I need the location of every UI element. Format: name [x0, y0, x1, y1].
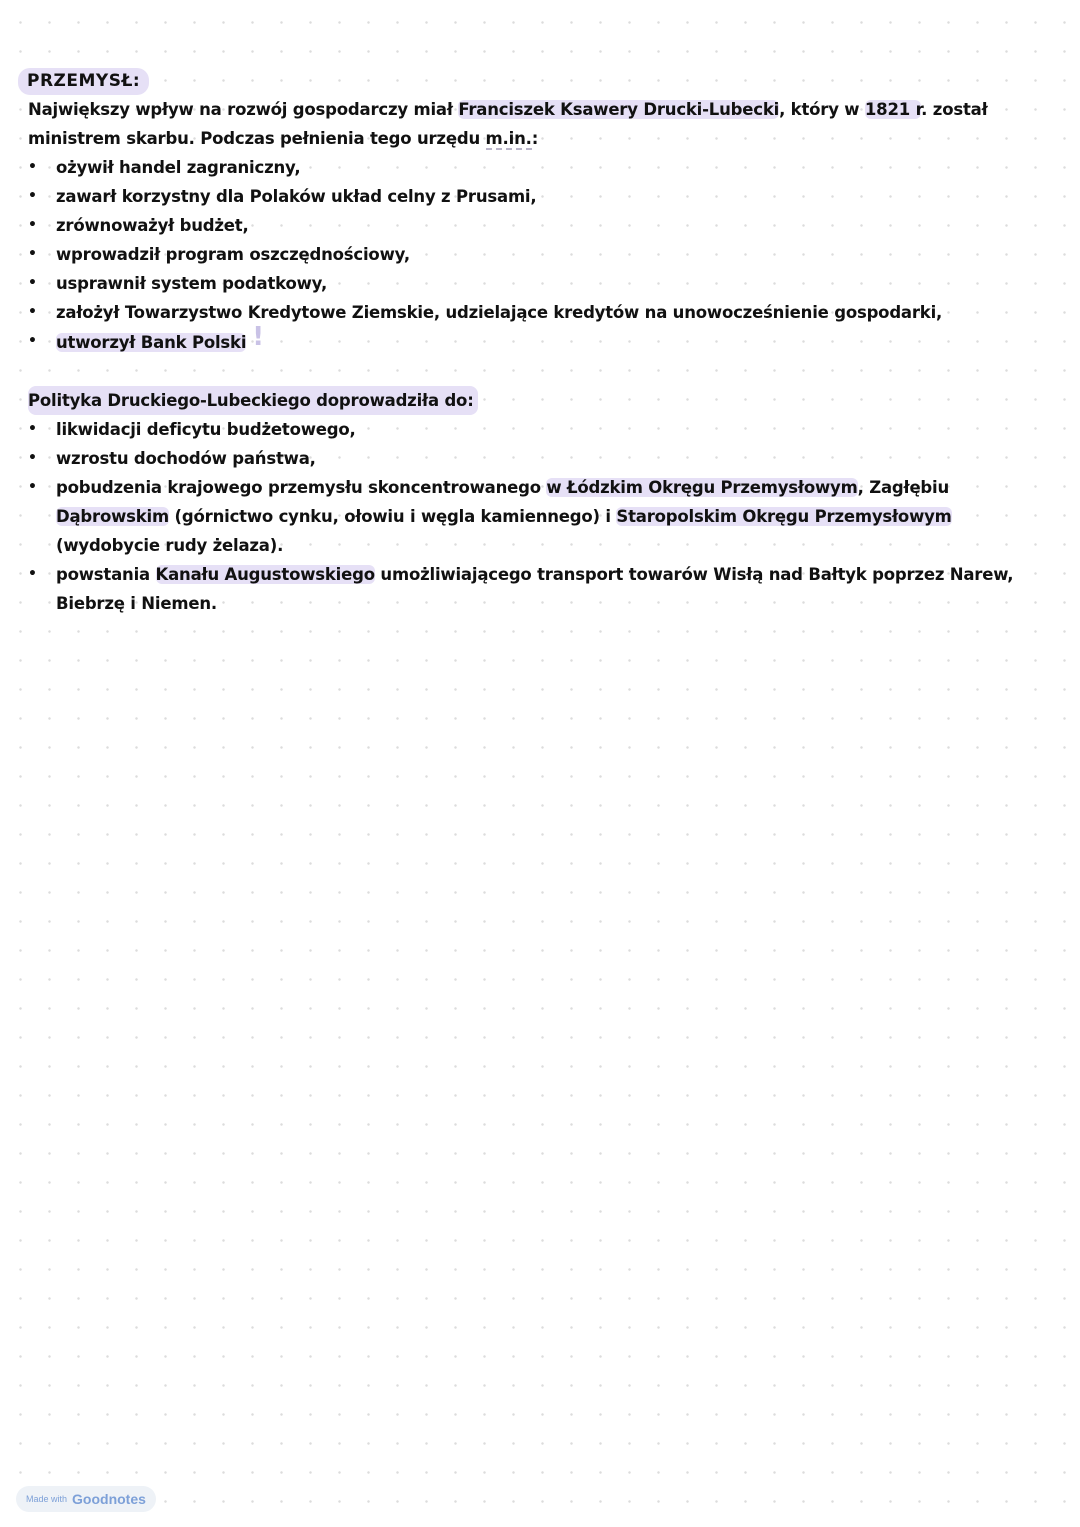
policy-intro-highlight: Polityka Druckiego-Lubeckiego doprowadziła do: [28, 386, 478, 415]
spacer [28, 357, 1048, 386]
brand-label: Goodnotes [72, 1491, 146, 1507]
dabrowa-highlight: Dąbrowskim [56, 507, 170, 526]
made-with-label: Made with [26, 1494, 68, 1504]
staropolski-district-highlight: Staropolskim Okręgu Przemysłowym [616, 507, 952, 526]
intro-text-3: . został ministrem skarbu. Podczas pełnienia tego urzędu [28, 100, 988, 148]
list-item: • zrównoważył budżet, [28, 211, 1048, 240]
list-item: • wzrostu dochodów państwa, [28, 444, 1048, 473]
goodnotes-badge [16, 1486, 156, 1512]
intro-text-2: , który w [779, 100, 865, 119]
intro-text-4: : [531, 129, 539, 148]
result-text: (wydobycie rudy żelaza). [56, 536, 284, 555]
result-text: pobudzenia krajowego przemysłu skoncentrowanego [56, 478, 547, 497]
canal-highlight: Kanału Augustowskiego [155, 565, 375, 584]
abbreviation-underlined: m.in. [485, 129, 532, 148]
list-item: • zawarł korzystny dla Polaków układ celny z Prusami, [28, 182, 1048, 211]
list-item: • ożywił handel zagraniczny, [28, 153, 1048, 182]
year-highlight: 1821 r [864, 100, 922, 119]
person-name-highlight: Franciszek Ksawery Drucki-Lubecki [458, 100, 780, 119]
intro-text-1: Największy wpływ na rozwój gospodarczy miał [28, 100, 459, 119]
list-item [28, 560, 1048, 618]
bank-highlight: utworzył Bank Polski [56, 333, 247, 352]
lodz-district-highlight: w Łódzkim Okręgu Przemysłowym [546, 478, 858, 497]
result-text: , Zagłębiu [857, 478, 950, 497]
note-page [28, 66, 1048, 618]
result-text: umożliwiającego transport towarów Wisłą nad Bałtyk poprzez Narew, Biebrzę i Niemen. [56, 565, 1014, 613]
list-item: • likwidacji deficytu budżetowego, [28, 415, 1048, 444]
result-text: (górnictwo cynku, ołowiu i węgla kamiennego) i [169, 507, 617, 526]
achievements-list [28, 153, 1048, 357]
exclamation-mark-icon: ! [252, 322, 264, 352]
list-item-bank [28, 322, 1048, 357]
intro-paragraph [28, 95, 1048, 153]
list-item: • wprowadził program oszczędnościowy, [28, 240, 1048, 269]
list-item: • założył Towarzystwo Kredytowe Ziemskie, udzielające kredytów na unowocześnienie gospodarki, [28, 298, 1048, 327]
results-list [28, 415, 1048, 618]
policy-paragraph [28, 386, 1048, 415]
result-text: powstania [56, 565, 156, 584]
list-item [28, 473, 1048, 560]
section-heading: PRZEMYSŁ: [18, 68, 149, 95]
list-item: • usprawnił system podatkowy, [28, 269, 1048, 298]
